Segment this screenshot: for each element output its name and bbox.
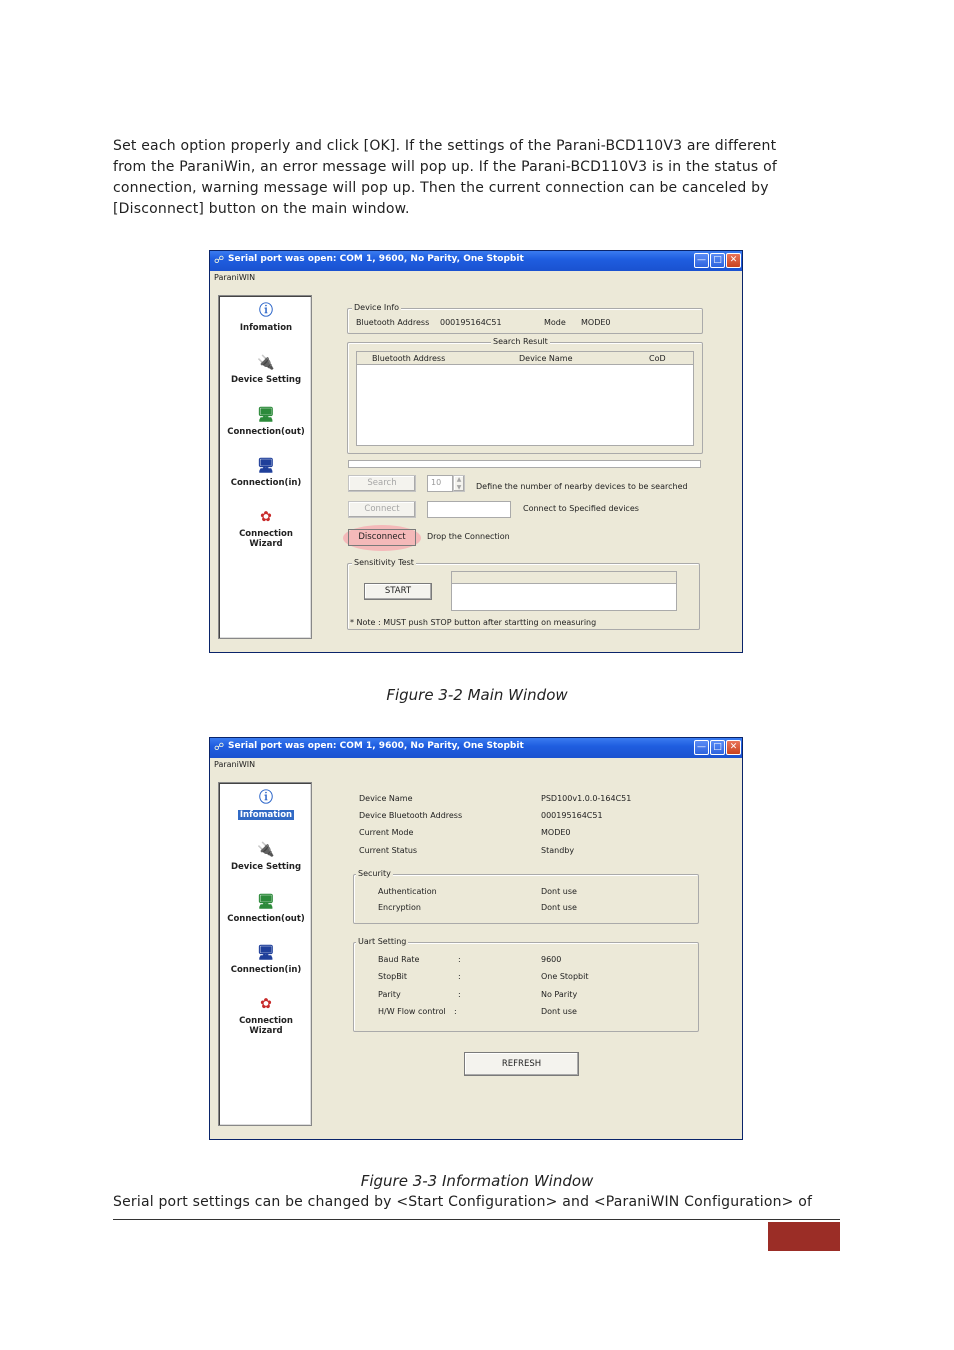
sidebar-item-connection-wizard[interactable]: ✿ Connection Wizard — [239, 509, 293, 549]
sidebar-item-device-setting[interactable]: 🔌 Device Setting — [230, 355, 302, 385]
sidebar-item-connection-out[interactable]: 🖥 Connection(out) — [227, 407, 305, 437]
device-info-group: Device Info Bluetooth Address 000195164C51 Mode MODE0 — [347, 308, 703, 334]
close-button[interactable]: ✕ — [726, 740, 741, 755]
search-count-spinner[interactable]: ▲ ▼ — [453, 475, 465, 492]
progress-bar — [348, 460, 701, 468]
search-button[interactable]: Search — [348, 475, 416, 492]
col-cod[interactable]: CoD — [649, 354, 666, 363]
authentication-label: Authentication — [378, 887, 437, 896]
connect-button[interactable]: Connect — [348, 501, 416, 518]
title-bar — [210, 738, 742, 758]
security-group: Security Authentication Dont use Encryption Dont use — [353, 874, 699, 924]
baud-rate-label: Baud Rate — [378, 955, 420, 964]
intro-line-2: from the ParaniWin, an error message will pop up. If the Parani-BCD110V3 is in the status of — [113, 159, 777, 175]
connect-description: Connect to Specified devices — [523, 504, 639, 513]
page-number-box — [768, 1222, 840, 1251]
sidebar-item-connection-in[interactable]: 🖥 Connection(in) — [230, 945, 302, 975]
bluetooth-dongle-icon: 🔌 — [257, 355, 275, 371]
title-bar — [210, 251, 742, 271]
parity-value: No Parity — [541, 990, 578, 999]
sidebar-item-connection-out[interactable]: 🖥 Connection(out) — [227, 894, 305, 924]
bt-address-value: 000195164C51 — [440, 318, 502, 327]
flow-control-value: Dont use — [541, 1007, 577, 1016]
menu-paraniwin[interactable]: ParaniWIN — [214, 273, 256, 282]
mode-value: MODE0 — [581, 318, 611, 327]
window-title: Serial port was open: COM 1, 9600, No Parity, One Stopbit — [228, 254, 524, 264]
mode-label: Mode — [544, 318, 566, 327]
device-bt-address-label: Device Bluetooth Address — [359, 811, 463, 820]
computer-in-icon: 🖥 — [257, 458, 275, 474]
connect-field[interactable] — [427, 501, 511, 518]
col-bluetooth-address[interactable]: Bluetooth Address — [372, 354, 446, 363]
intro-line-1: Set each option properly and click [OK]. If the settings of the Parani-BCD110V3 are different — [113, 138, 777, 154]
maximize-button[interactable]: □ — [710, 740, 725, 755]
figure-3-2-caption: Figure 3-2 Main Window — [386, 686, 568, 704]
computer-out-icon: 🖥 — [257, 894, 275, 910]
current-status-value: Standby — [541, 846, 575, 855]
app-icon: ☍ — [214, 255, 225, 266]
parity-label: Parity — [378, 990, 401, 999]
info-icon: ⓘ — [259, 790, 273, 806]
search-result-group: Search Result Bluetooth Address Device Name CoD — [347, 342, 703, 454]
figure-3-3-caption: Figure 3-3 Information Window — [360, 1172, 594, 1190]
bt-address-label: Bluetooth Address — [356, 318, 430, 327]
intro-line-4: [Disconnect] button on the main window. — [113, 201, 410, 217]
baud-rate-colon: : — [458, 955, 461, 964]
disconnect-button[interactable]: Disconnect — [348, 529, 416, 546]
start-button[interactable]: START — [364, 583, 432, 600]
menu-paraniwin[interactable]: ParaniWIN — [214, 760, 256, 769]
maximize-button[interactable]: □ — [710, 253, 725, 268]
search-description: Define the number of nearby devices to be searched — [476, 482, 688, 491]
search-result-list[interactable] — [356, 351, 694, 446]
disconnect-description: Drop the Connection — [427, 532, 510, 541]
current-status-label: Current Status — [359, 846, 418, 855]
window-title: Serial port was open: COM 1, 9600, No Parity, One Stopbit — [228, 741, 524, 751]
stopbit-label: StopBit — [378, 972, 408, 981]
device-bt-address-value: 000195164C51 — [541, 811, 603, 820]
sidebar-item-device-setting[interactable]: 🔌 Device Setting — [230, 842, 302, 872]
sidebar-item-information[interactable]: ⓘ Infomation — [239, 790, 293, 820]
computer-out-icon: 🖥 — [257, 407, 275, 423]
computer-in-icon: 🖥 — [257, 945, 275, 961]
search-count-field[interactable]: 10 — [427, 475, 453, 492]
sidebar-item-connection-in[interactable]: 🖥 Connection(in) — [230, 458, 302, 488]
flow-control-label: H/W Flow control — [378, 1007, 446, 1016]
footer-divider — [113, 1219, 840, 1220]
stopbit-colon: : — [458, 972, 461, 981]
wizard-icon: ✿ — [260, 996, 272, 1012]
info-icon: ⓘ — [259, 303, 273, 319]
refresh-button[interactable]: REFRESH — [464, 1052, 579, 1076]
flow-control-colon: : — [454, 1007, 457, 1016]
sidebar-item-information[interactable]: ⓘ Infomation — [239, 303, 293, 333]
sensitivity-note: * Note : MUST push STOP button after startting on measuring — [350, 618, 597, 627]
minimize-button[interactable]: — — [694, 253, 709, 268]
information-window-screenshot — [209, 737, 743, 1140]
sensitivity-test-group: Sensitivity Test START * Note : MUST push STOP button after startting on measuring — [347, 563, 700, 630]
authentication-value: Dont use — [541, 887, 577, 896]
stopbit-value: One Stopbit — [541, 972, 589, 981]
sidebar — [218, 295, 312, 639]
current-mode-value: MODE0 — [541, 828, 571, 837]
list-header — [357, 352, 693, 365]
sidebar-item-connection-wizard[interactable]: ✿ Connection Wizard — [239, 996, 293, 1036]
minimize-button[interactable]: — — [694, 740, 709, 755]
col-device-name[interactable]: Device Name — [519, 354, 573, 363]
sensitivity-table — [451, 571, 677, 611]
encryption-label: Encryption — [378, 903, 421, 912]
baud-rate-value: 9600 — [541, 955, 562, 964]
uart-setting-group: Uart Setting Baud Rate : 9600 StopBit : One Stopbit Parity : No Parity H/W Flow control : Dont use — [353, 942, 699, 1032]
outro-line-1: Serial port settings can be changed by <Start Configuration> and <ParaniWIN Configuration> of — [113, 1194, 813, 1210]
intro-line-3: connection, warning message will pop up. Then the current connection can be canceled by — [113, 180, 769, 196]
device-name-value: PSD100v1.0.0-164C51 — [541, 794, 632, 803]
close-button[interactable]: ✕ — [726, 253, 741, 268]
current-mode-label: Current Mode — [359, 828, 414, 837]
parity-colon: : — [458, 990, 461, 999]
device-name-label: Device Name — [359, 794, 413, 803]
sidebar — [218, 782, 312, 1126]
main-window-screenshot — [209, 250, 743, 653]
bluetooth-dongle-icon: 🔌 — [257, 842, 275, 858]
wizard-icon: ✿ — [260, 509, 272, 525]
encryption-value: Dont use — [541, 903, 577, 912]
app-icon: ☍ — [214, 742, 225, 753]
